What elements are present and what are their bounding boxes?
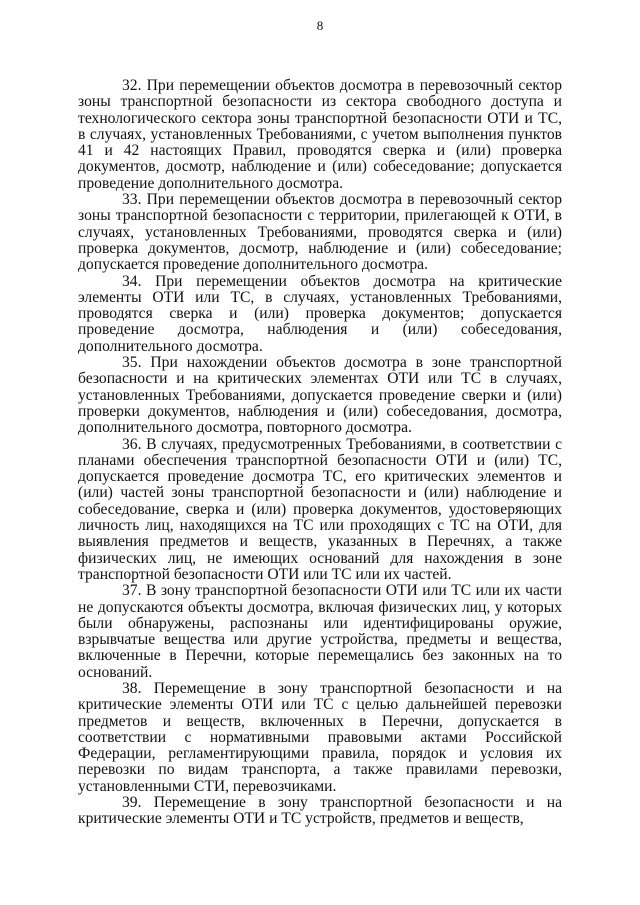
paragraph-37: 37. В зону транспортной безопасности ОТИ или ТС или их части не допускаются объекты досмотра, включая физических лиц, у которых были обнаружены, распознаны или идентифицированы оружие, взрывчатые вещества или другие устройства, предметы и вещества, включенные в Перечни, которые перемещались без законных на то оснований. xyxy=(78,582,562,681)
paragraph-35: 35. При нахождении объектов досмотра в зоне транспортной безопасности и на критических элементах ОТИ или ТС в случаях, установленных Требованиями, допускается проведение сверки и (или) проверки документов, наблюдения и (или) собеседования, досмотра, дополнительного досмотра, повторного досмотра. xyxy=(78,354,562,437)
paragraph-34: 34. При перемещении объектов досмотра на критические элементы ОТИ или ТС, в случаях, установленных Требованиями, проводятся сверка и (или) проверка документов; допускается проведение досмотра, наблюдения и (или) собеседования, дополнительного досмотра. xyxy=(78,272,562,355)
paragraph-33: 33. При перемещении объектов досмотра в перевозочный сектор зоны транспортной безопасности с территории, прилегающей к ОТИ, в случаях, установленных Требованиями, проводятся сверка и (или) проверка документов, досмотр, наблюдение и (или) собеседование; допускается проведение дополнительного досмотра. xyxy=(78,191,562,274)
paragraph-39: 39. Перемещение в зону транспортной безопасности и на критические элементы ОТИ и ТС устройств, предметов и веществ, xyxy=(78,794,562,828)
page-number: 8 xyxy=(316,18,324,33)
paragraph-32: 32. При перемещении объектов досмотра в перевозочный сектор зоны транспортной безопасности из сектора свободного доступа и технологического сектора зоны транспортной безопасности ОТИ и ТС, в случаях, установленных Требованиями, с учетом выполнения пунктов 41 и 42 настоящих Правил, проводятся сверка и (или) проверка документов, досмотр, наблюдение и (или) собеседование; допускается проведение дополнительного досмотра. xyxy=(78,77,562,192)
paragraph-36: 36. В случаях, предусмотренных Требованиями, в соответствии с планами обеспечения транспортной безопасности ОТИ и (или) ТС, допускается проведение досмотра ТС, его критических элементов и (или) частей зоны транспортной безопасности и (или) наблюдение и собеседование, сверка и (или) проверка документов, удостоверяющих личность лиц, находящихся на ТС или проходящих с ТС на ОТИ, для выявления предметов и веществ, указанных в Перечнях, а также физических лиц, не имеющих оснований для нахождения в зоне транспортной безопасности ОТИ или ТС или их частей. xyxy=(78,435,562,583)
paragraph-38: 38. Перемещение в зону транспортной безопасности и на критические элементы ОТИ или ТС с целью дальнейшей перевозки предметов и веществ, включенных в Перечни, допускается в соответствии с нормативными правовыми актами Российской Федерации, регламентирующими правила, порядок и условия их перевозки по видам транспорта, а также правилами перевозки, установленными СТИ, перевозчиками. xyxy=(78,679,562,795)
document-body xyxy=(78,78,562,828)
